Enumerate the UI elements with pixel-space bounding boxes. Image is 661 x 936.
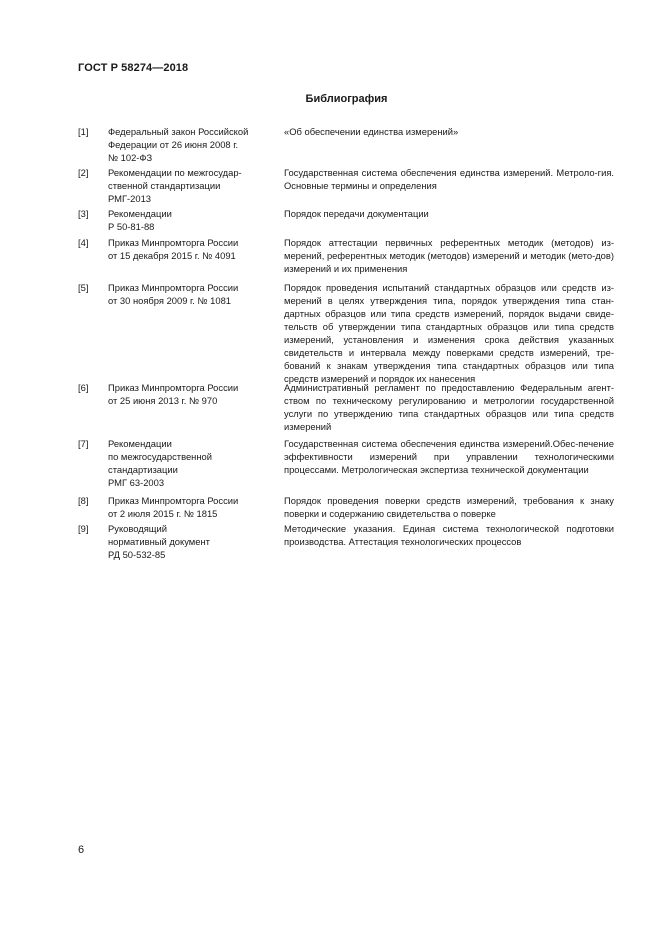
entry-source-line: Приказ Минпромторга России: [108, 282, 239, 293]
entry-source-line: Рекомендации: [108, 208, 172, 219]
entry-source-line: Приказ Минпромторга России: [108, 237, 239, 248]
entry-source-line: от 15 декабря 2015 г. № 4091: [108, 250, 236, 261]
entry-number: [9]: [78, 523, 89, 534]
entry-source-line: Приказ Минпромторга России: [108, 382, 239, 393]
bibliography-entry: [78, 166, 614, 205]
entry-source-line: нормативный документ: [108, 536, 210, 547]
entry-number: [2]: [78, 167, 89, 178]
entry-number: [5]: [78, 282, 89, 293]
entry-source-line: РД 50-532-85: [108, 549, 166, 560]
entry-source-line: Р 50-81-88: [108, 221, 155, 232]
bibliography-entry: [78, 236, 614, 275]
entry-number: [7]: [78, 438, 89, 449]
entry-source-line: от 25 июня 2013 г. № 970: [108, 395, 218, 406]
entry-source-line: № 102-ФЗ: [108, 152, 153, 163]
entry-description: «Об обеспечении единства измерений»: [284, 126, 459, 137]
entry-source-line: Рекомендации по межгосудар-: [108, 167, 242, 178]
entry-source: [108, 207, 284, 233]
entry-source-line: стандартизации: [108, 464, 178, 475]
entry-source: [108, 522, 284, 561]
entry-source-line: по межгосударственной: [108, 451, 212, 462]
bibliography-entry: [78, 125, 614, 164]
bibliography-entry: [78, 381, 614, 433]
entry-description: Порядок передачи документации: [284, 208, 429, 219]
entry-source: [108, 281, 284, 385]
bibliography-entry: [78, 281, 614, 385]
document-header: ГОСТ Р 58274—2018: [78, 62, 189, 74]
entry-source: [108, 494, 284, 520]
bibliography-entry: [78, 522, 614, 561]
entry-description: Методические указания. Единая система технологической подготовки производства. Аттестация технологических процессов: [284, 523, 614, 547]
entry-source: [108, 236, 284, 275]
entry-description: Порядок проведения поверки средств измерений, требования к знаку поверки и содержанию свидетельства о поверке: [284, 495, 614, 519]
entry-number: [4]: [78, 237, 89, 248]
entry-source: [108, 381, 284, 433]
entry-source-line: Федеральный закон Российской: [108, 126, 249, 137]
entry-number: [1]: [78, 126, 89, 137]
entry-source: [108, 166, 284, 205]
entry-number: [3]: [78, 208, 89, 219]
entry-description: Порядок аттестации первичных референтных методик (методов) из-мерений, референтных методик (методов) измерений и методик (мето-дов) измерений и их применения: [284, 237, 614, 274]
entry-description: Государственная система обеспечения единства измерений.Обес-печение эффективности измерений при управлении технологическими процессами. Метрологическая экспертиза технической документации: [284, 438, 614, 475]
entry-source-line: Федерации от 26 июня 2008 г.: [108, 139, 239, 150]
entry-source: [108, 437, 284, 489]
entry-number: [8]: [78, 495, 89, 506]
entry-description: Административный регламент по предоставлению Федеральным агент-ством по техническому регулированию и метрологии государственной услуги по утверждению типа стандартных образцов или типа средств измерений: [284, 382, 614, 432]
entry-source-line: от 30 ноября 2009 г. № 1081: [108, 295, 232, 306]
entry-source-line: ственной стандартизации: [108, 180, 221, 191]
bibliography-title: Библиография: [305, 93, 388, 105]
entry-source-line: от 2 июля 2015 г. № 1815: [108, 508, 218, 519]
bibliography-entry: [78, 207, 614, 233]
entry-description: Государственная система обеспечения единства измерений. Метроло-гия. Основные термины и определения: [284, 167, 614, 191]
entry-source-line: Руководящий: [108, 523, 167, 534]
bibliography-entry: [78, 437, 614, 489]
entry-number: [6]: [78, 382, 89, 393]
entry-source-line: РМГ-2013: [108, 193, 152, 204]
entry-source: [108, 125, 284, 164]
bibliography-entry: [78, 494, 614, 520]
entry-description: Порядок проведения испытаний стандартных образцов или средств из-мерений в целях утверждения типа, порядок утверждения типа стан-дартных образцов или типа средств измерений, порядок выдачи свиде-тельств об утверждении типа стандартных образцов или типа средств измерений, установления и изменения срока действия указанных свидетельств и интервала между поверками средств измерений, тре-бований к знакам утверждения типа стандартных образцов или типа средств измерений и порядок их нанесения: [284, 282, 614, 384]
entry-source-line: РМГ 63-2003: [108, 477, 165, 488]
entry-source-line: Рекомендации: [108, 438, 172, 449]
entry-source-line: Приказ Минпромторга России: [108, 495, 239, 506]
page-number: 6: [78, 844, 85, 856]
